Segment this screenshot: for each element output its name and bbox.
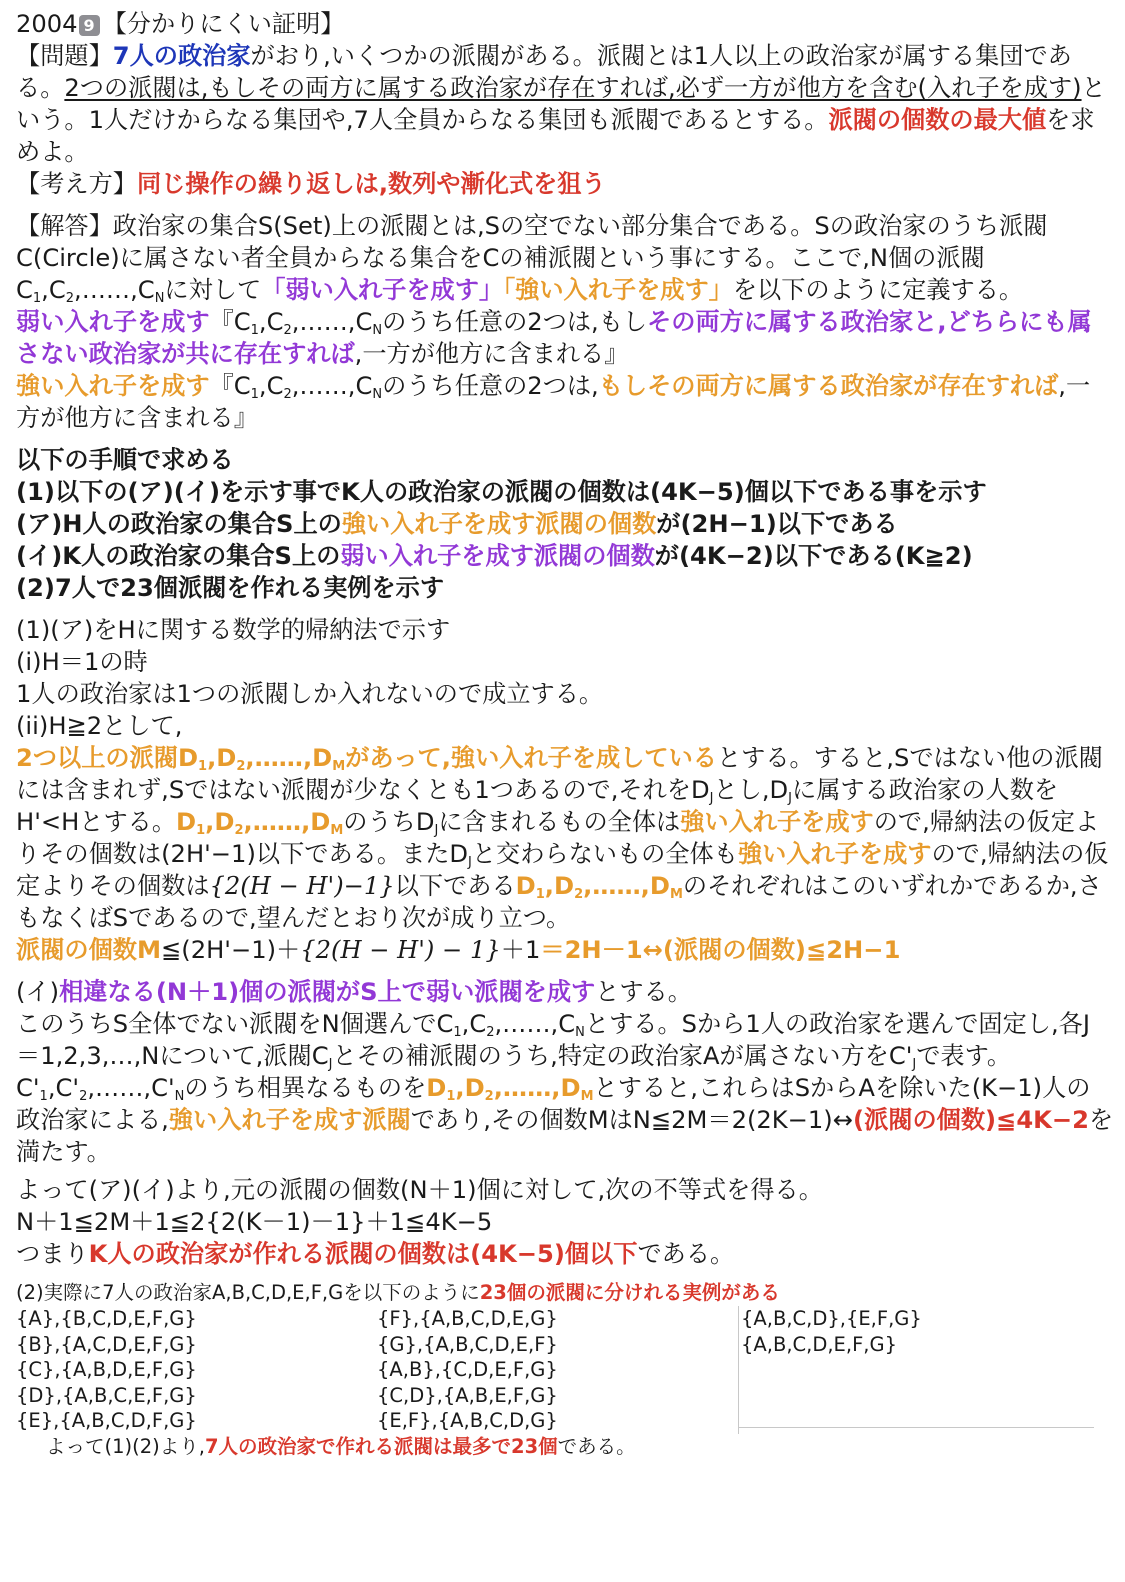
subscript: 1 — [198, 759, 208, 774]
weak-nesting-term: 「弱い入れ子を成す」 — [261, 276, 504, 304]
faction-pair: {A,B,C,D},{E,F,G} — [741, 1307, 922, 1330]
approach-text: 同じ操作の繰り返しは,数列や漸化式を狙う — [136, 170, 606, 198]
proof-text: とする。 — [595, 978, 692, 1006]
proof-text: とする。Sから1人の政治家を選んで固定し,各J＝1,2,3,…,Nについて,派閥C — [16, 1010, 1091, 1070]
proof-text: とし,D — [713, 776, 789, 804]
def-text: のうち任意の2つは, — [382, 372, 599, 400]
proof-emph: ,……,D — [243, 808, 331, 836]
problem-emph-seven: 7人の政治家 — [112, 42, 251, 70]
combine-text: である。 — [637, 1240, 735, 1268]
subscript: 1 — [250, 323, 259, 338]
proof-emph: ,……,D — [245, 744, 333, 772]
weak-condition: その両方に属する政治家と,どちらにも属さない政治家が共に存在すれば — [16, 308, 1092, 368]
conclusion-emph: 7人の政治家で作れる派閥は最多で23個 — [204, 1435, 558, 1458]
subscript: 2 — [65, 291, 75, 306]
weak-label: 弱い入れ子を成す — [16, 308, 210, 336]
step-text: が(4K−2)以下である(K≧2) — [654, 542, 973, 570]
proof-text: のそれぞれはこのいずれかであるか,さもなくばSであるので,望んだとおり次が成り立つ。 — [16, 872, 1102, 932]
weak-definition — [16, 306, 1114, 370]
proof-text: このうちS全体でない派閥をN個選んでC — [16, 1010, 454, 1038]
step-a — [16, 508, 1114, 540]
example-emph: 23個の派閥に分けれる実例がある — [479, 1281, 780, 1304]
subscript: 2 — [236, 759, 246, 774]
title: 【分かりにくい証明】 — [102, 10, 345, 38]
subscript: 1 — [535, 887, 545, 902]
subscript: N — [154, 291, 165, 306]
proof-emph: ,D — [205, 808, 235, 836]
formula: {2(H − H')−1} — [209, 872, 395, 900]
subscript: M — [580, 1089, 594, 1104]
def-text: ,一方が他方に含まれる』 — [354, 340, 629, 368]
def-text: のうち任意の2つは,もし — [382, 308, 648, 336]
faction-column-1 — [16, 1306, 377, 1434]
subscript: 2 — [486, 1025, 495, 1040]
faction-pair: {G},{A,B,C,D,E,F} — [377, 1332, 558, 1356]
subscript: J — [468, 855, 472, 870]
faction-pair: {D},{A,B,C,E,F,G} — [16, 1383, 197, 1407]
proof-emph: ,D — [455, 1074, 485, 1102]
def-text: ,C — [258, 308, 284, 336]
proof-b-body — [16, 976, 1114, 1168]
def-text: ,……,C — [291, 308, 373, 336]
subscript: 2 — [283, 387, 292, 402]
proof-text: で表す。C' — [16, 1042, 1012, 1102]
def-text: ,……,C — [291, 372, 373, 400]
proof-a-body — [16, 742, 1114, 934]
proof-text: のうちD — [343, 808, 435, 836]
proof-emph: ,……,D — [493, 1074, 581, 1102]
proof-emph: ,D — [207, 744, 237, 772]
subscript: 1 — [446, 1089, 456, 1104]
step-text: が(2H−1)以下である — [656, 510, 898, 538]
result-text: ＋1 — [500, 936, 541, 964]
subscript: N — [174, 1089, 185, 1104]
subscript: 2 — [484, 1089, 494, 1104]
proof-emph: ,D — [544, 872, 575, 900]
answer-text: に対して — [164, 276, 262, 304]
example-text: (2)実際に7人の政治家A,B,C,D,E,F,Gを以下のように — [16, 1281, 480, 1304]
proof-emph: D — [515, 872, 536, 900]
title-line — [16, 8, 1114, 40]
example-intro — [16, 1280, 1114, 1306]
formula: {2(H − H') − 1} — [300, 936, 501, 964]
proof-text: とする。すると,Sではない他の派閥には含まれず,Sではない派閥が少なくとも1つあるので,それをD — [16, 744, 1103, 804]
strong-definition — [16, 370, 1114, 434]
problem-target: 派閥の個数の最大値 — [828, 106, 1047, 134]
proof-text: ,……,C — [494, 1010, 576, 1038]
step-2: (2)7人で23個派閥を作れる実例を示す — [16, 574, 445, 602]
proof-text: ,C — [461, 1010, 487, 1038]
faction-pair: {C,D},{A,B,E,F,G} — [377, 1383, 558, 1407]
proof-emph: 2つ以上の派閥D — [16, 744, 199, 772]
proof-emph: があって,強い入れ子を成している — [345, 744, 717, 772]
def-text: ,C — [258, 372, 284, 400]
subscript: 2 — [79, 1089, 88, 1104]
proof-text: (イ) — [16, 978, 60, 1006]
answer-text: ,C — [41, 276, 66, 304]
faction-pair: {A,B,C,D,E,F,G} — [741, 1332, 897, 1356]
final-conclusion — [16, 1434, 1114, 1460]
problem-statement — [16, 40, 1114, 168]
def-text: ,一方が他方に含まれる』 — [16, 372, 1091, 432]
divider — [739, 1427, 1094, 1428]
result-text: ≦(2H'−1)＋ — [161, 936, 301, 964]
combine-line-1: よって(ア)(イ)より,元の派閥の個数(N＋1)個に対して,次の不等式を得る。 — [16, 1176, 823, 1204]
answer-text: ,……,C — [74, 276, 155, 304]
subscript: J — [912, 1057, 917, 1072]
subscript: 2 — [574, 887, 584, 902]
def-text: 『C — [209, 372, 251, 400]
answer-text: 【解答】政治家の集合S(Set)上の派閥とは,Sの空でない部分集合である。Sの政治家のうち派閥C(Circle)に属さない者全員からなる集合をCの補派閥という事にする。ここで,N個の派閥C — [16, 212, 1048, 304]
subscript: 1 — [453, 1025, 462, 1040]
proof-text: とその補派閥のうち,特定の政治家Aが属さない方をC' — [332, 1042, 913, 1070]
proof-text: であり,その個数MはN≦2M＝2(2K−1)↔ — [410, 1106, 854, 1134]
document-page — [16, 8, 1114, 1460]
subscript: N — [372, 323, 383, 338]
proof-a-step: (ii)H≧2として, — [16, 712, 183, 740]
proof-text: ので,帰納法の仮定よりその個数は — [16, 840, 1109, 900]
strong-nesting-term: 「強い入れ子を成す」 — [503, 276, 733, 304]
problem-text: がおり,いくつかの派閥がある。派閥とは1人以上の政治家が属する集団である。 — [16, 42, 1072, 102]
result-emph: ＝2H－1↔(派閥の個数)≦2H−1 — [540, 936, 901, 964]
answer-intro — [16, 210, 1114, 306]
subscript: 2 — [234, 823, 244, 838]
proof-text: 以下である — [394, 872, 516, 900]
proof-text: ので,帰納法の仮定よりその個数は(2H'−1)以下である。またD — [16, 808, 1100, 868]
problem-text: という。1人だけからなる集団や,7人全員からなる集団も派閥であるとする。 — [16, 74, 1106, 134]
proof-emph: D — [176, 808, 197, 836]
subscript: M — [330, 823, 344, 838]
combine-emph: K人の政治家が作れる派閥の個数は(4K−5)個以下 — [88, 1240, 638, 1268]
subscript: N — [372, 387, 383, 402]
subscript: N — [575, 1025, 585, 1040]
faction-pair: {A,B},{C,D,E,F,G} — [377, 1358, 558, 1382]
subscript: J — [788, 791, 793, 806]
proof-emph: D — [426, 1074, 447, 1102]
proof-a-base-text: 1人の政治家は1つの派閥しか入れないので成立する。 — [16, 680, 604, 708]
combine-text: つまり — [16, 1240, 89, 1268]
problem-text: を求めよ。 — [16, 106, 1095, 166]
faction-pair: {A},{B,C,D,E,F,G} — [16, 1307, 197, 1330]
approach-label: 【考え方】 — [16, 170, 137, 198]
conclusion-text: である。 — [557, 1435, 636, 1458]
proof-emph: 強い入れ子を成す派閥 — [168, 1106, 411, 1134]
combine-inequality: N＋1≦2M＋1≦2{2(K－1)－1}＋1≦4K−5 — [16, 1208, 493, 1236]
subscript: J — [434, 823, 439, 838]
subscript: J — [328, 1057, 333, 1072]
step-emph: 弱い入れ子を成す派閥の個数 — [340, 542, 655, 570]
def-text: 『C — [209, 308, 251, 336]
proof-text: とすると,これらはSからAを除いた(K−1)人の政治家による, — [16, 1074, 1091, 1134]
subscript: 1 — [250, 387, 259, 402]
proof-a-base: (i)H＝1の時 — [16, 648, 148, 676]
proof-result: (派閥の個数)≦4K−2 — [853, 1106, 1089, 1134]
subscript: 1 — [39, 1089, 48, 1104]
step-text: (ア)H人の政治家の集合S上の — [16, 510, 342, 538]
proof-a-result — [16, 934, 1114, 966]
proof-emph: ,……,D — [583, 872, 670, 900]
steps-heading: 以下の手順で求める — [16, 446, 234, 474]
subscript: J — [709, 791, 714, 806]
proof-text: を満たす。 — [16, 1106, 1114, 1166]
conclusion-text: よって(1)(2)より, — [46, 1435, 205, 1458]
approach-line — [16, 168, 1114, 200]
subscript: 1 — [196, 823, 206, 838]
proof-emph: 強い入れ子を成す — [680, 808, 874, 836]
problem-nesting-definition: 2つの派閥は,もしその両方に属する政治家が存在すれば,必ず一方が他方を含む(入れ子を成す) — [64, 74, 1082, 102]
subscript: M — [332, 759, 346, 774]
proof-a-heading: (1)(ア)をHに関する数学的帰納法で示す — [16, 616, 451, 644]
proof-text: ,……,C' — [87, 1074, 175, 1102]
faction-table — [16, 1306, 1114, 1434]
problem-label: 【問題】 — [16, 42, 113, 70]
faction-pair: {E},{A,B,C,D,F,G} — [16, 1409, 197, 1433]
step-emph: 強い入れ子を成す派閥の個数 — [341, 510, 657, 538]
faction-column-2 — [377, 1306, 738, 1434]
step-b — [16, 540, 1114, 572]
faction-column-3 — [738, 1306, 1102, 1434]
proof-text: に属する政治家の人数をH'<Hとする。 — [16, 776, 1059, 836]
combine-conclusion — [16, 1238, 1114, 1270]
faction-pair: {E,F},{A,B,C,D,G} — [377, 1409, 558, 1433]
problem-number-badge: 9 — [79, 15, 100, 36]
proof-emph: 相違なる(N＋1)個の派閥がS上で弱い派閥を成す — [59, 978, 596, 1006]
faction-pair: {C},{A,B,D,E,F,G} — [16, 1358, 197, 1382]
year: 2004 — [16, 10, 78, 38]
faction-pair: {B},{A,C,D,E,F,G} — [16, 1332, 197, 1356]
proof-text: のうち相異なるものを — [184, 1074, 427, 1102]
proof-text: と交わらないもの全体も — [471, 840, 738, 868]
strong-condition: もしその両方に属する政治家が存在すれば — [598, 372, 1059, 400]
subscript: 1 — [32, 291, 42, 306]
subscript: 2 — [283, 323, 292, 338]
step-1: (1)以下の(ア)(イ)を示す事でK人の政治家の派閥の個数は(4K−5)個以下である事を示す — [16, 478, 987, 506]
subscript: M — [669, 887, 683, 902]
proof-emph: 強い入れ子を成す — [737, 840, 932, 868]
faction-pair: {F},{A,B,C,D,E,G} — [377, 1307, 558, 1330]
step-text: (イ)K人の政治家の集合S上の — [16, 542, 341, 570]
proof-text: ,C' — [47, 1074, 80, 1102]
result-emph: 派閥の個数M — [16, 936, 162, 964]
answer-text: を以下のように定義する。 — [732, 276, 1024, 304]
strong-label: 強い入れ子を成す — [16, 372, 210, 400]
proof-text: に含まれるもの全体は — [438, 808, 681, 836]
